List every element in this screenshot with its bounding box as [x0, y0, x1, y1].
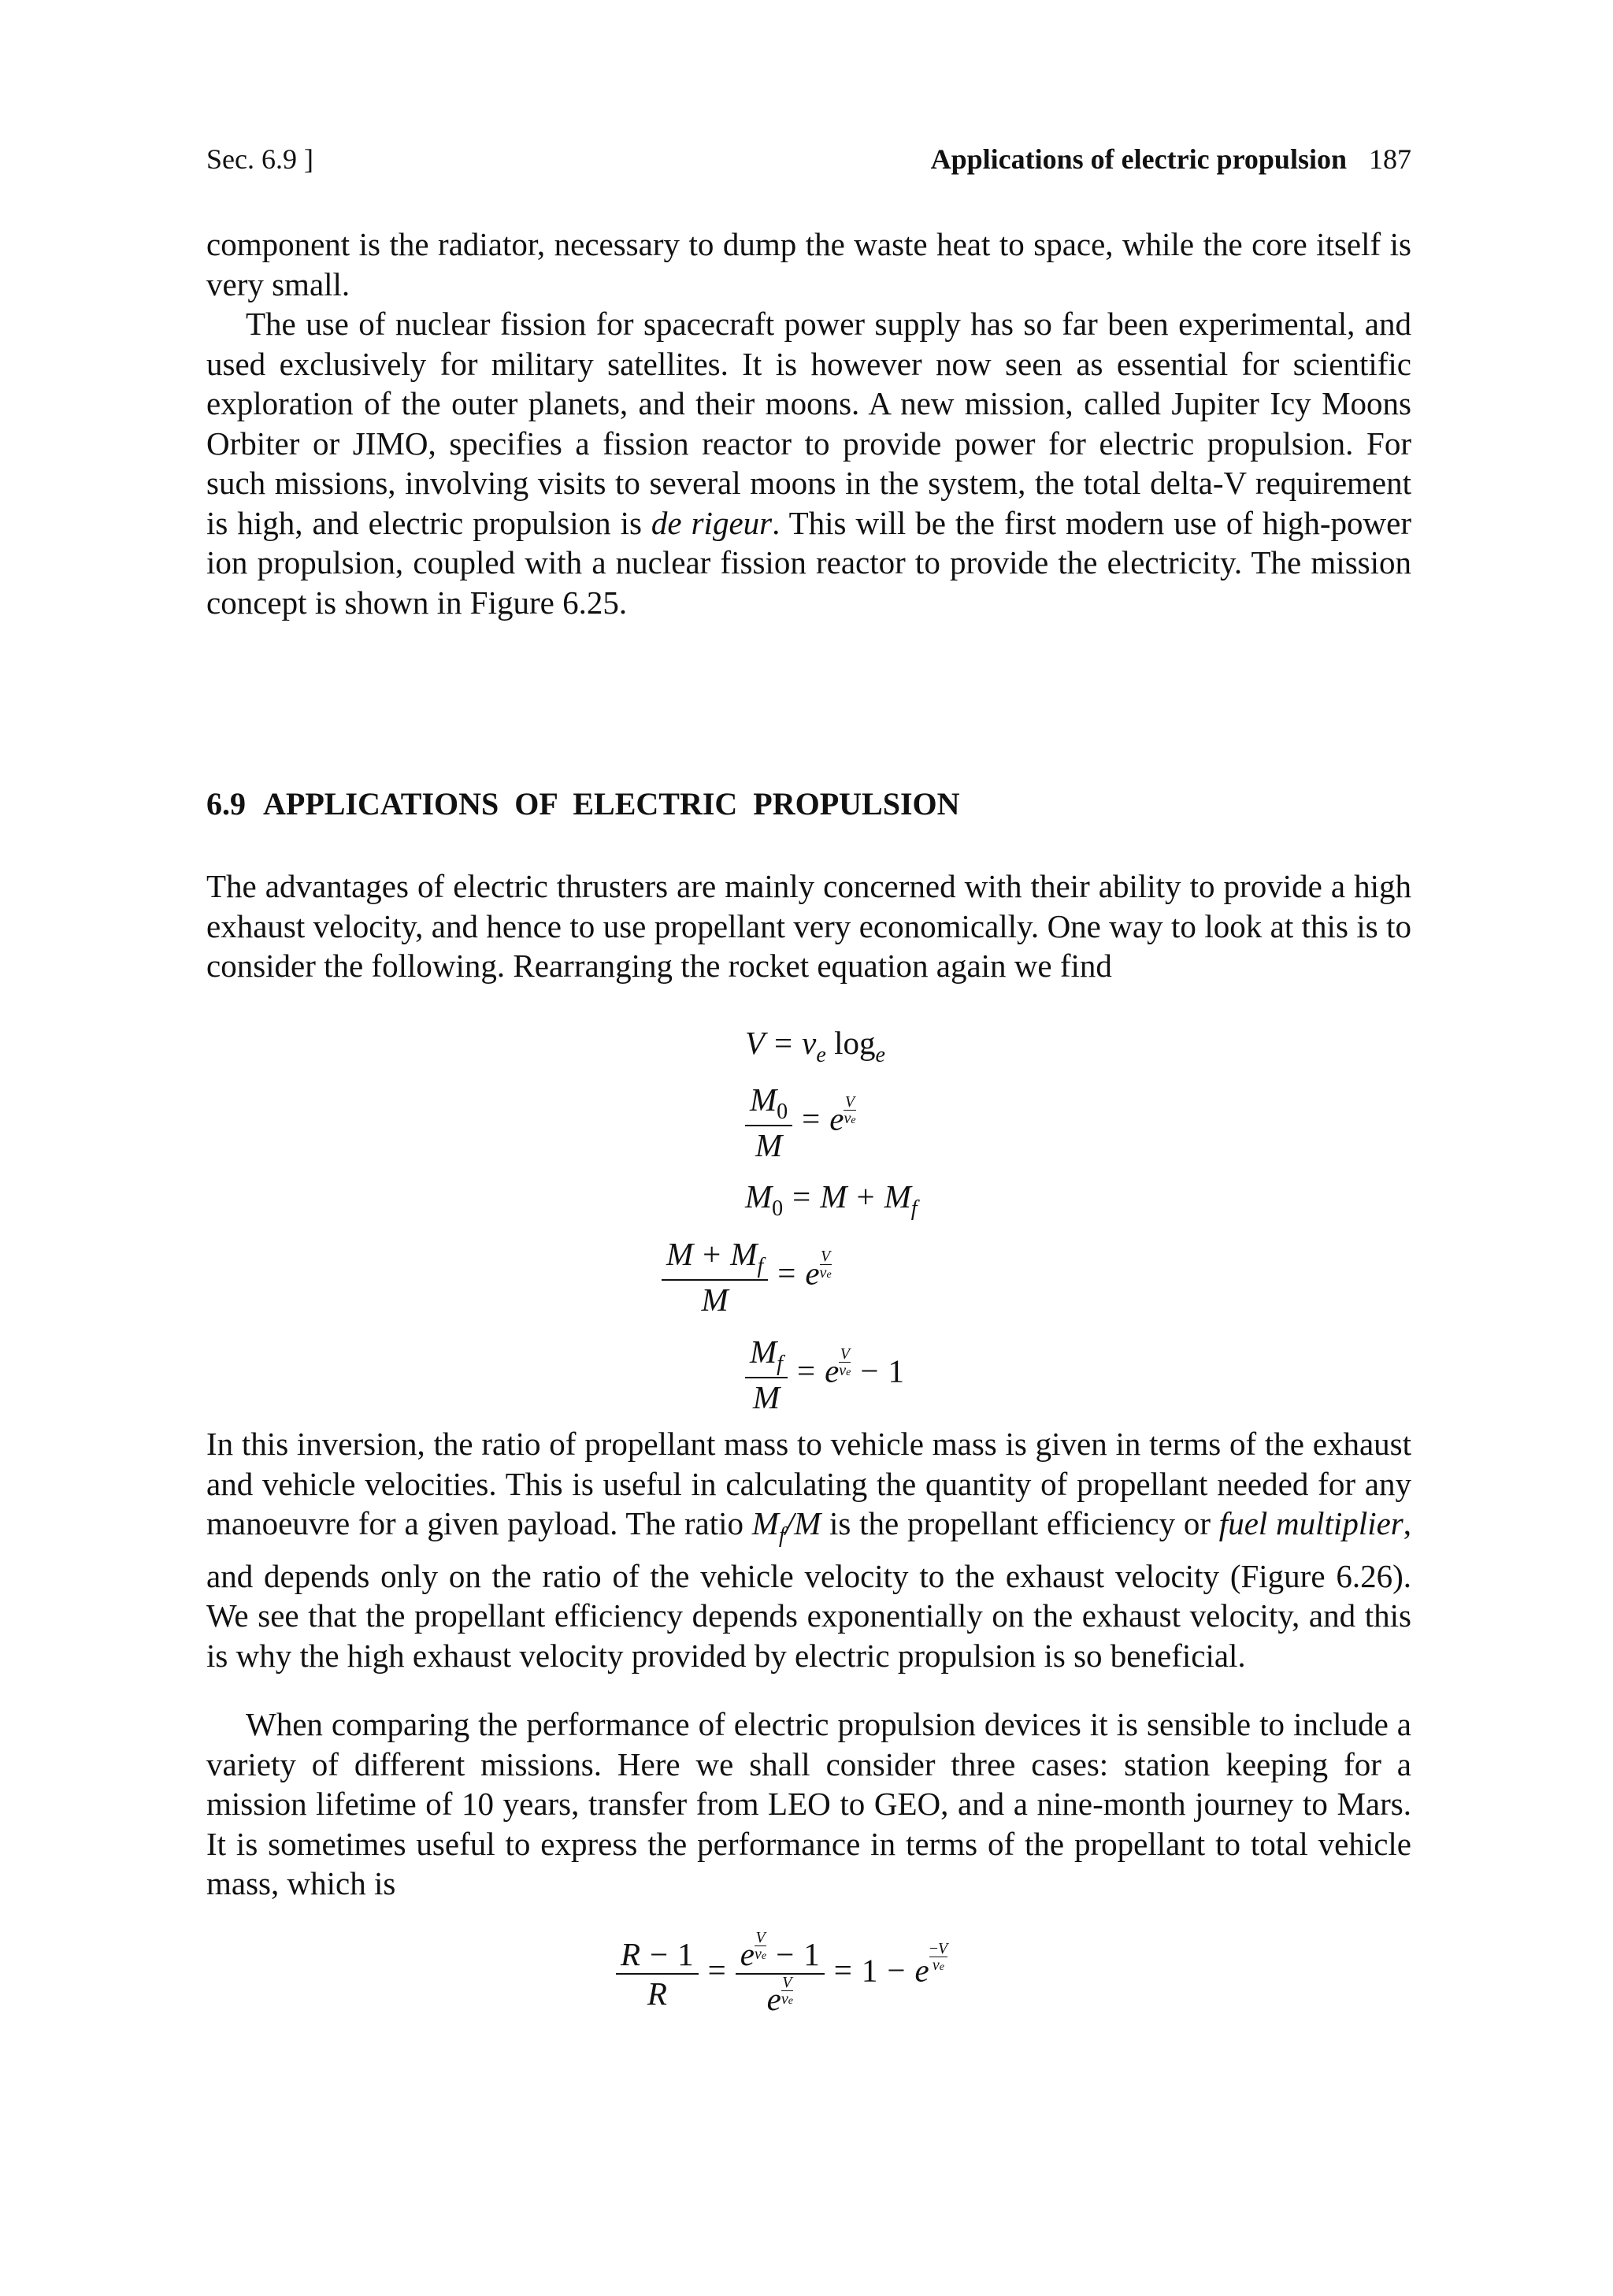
paragraph-2-italic: de rigeur	[651, 504, 773, 541]
ratio-M: M	[751, 1505, 779, 1541]
running-head-section: Sec. 6.9 ]	[206, 143, 313, 175]
paragraph-4	[206, 1424, 1411, 1675]
eq2-M0: M	[750, 1081, 777, 1118]
paragraph-4-italic: fuel multiplier	[1218, 1505, 1403, 1541]
eq1-V: V	[745, 1025, 766, 1061]
eq1-v: v	[802, 1025, 817, 1061]
equation-6	[616, 1930, 947, 2018]
eq4-exponent: $\frac{V}{ve}$	[819, 1248, 832, 1282]
page-number: 187	[1369, 143, 1411, 175]
section-number: 6.9	[206, 786, 246, 822]
eq1-log-sub: e	[875, 1043, 885, 1067]
eq4-fraction: $\frac{M + M_f}{M}$	[662, 1235, 768, 1319]
eq3-equals: =	[792, 1178, 811, 1215]
eq2-exponent: $\frac{V}{ve}$	[844, 1093, 856, 1128]
paragraph-4-text-a: In this inversion, the ratio of propellant mass to vehicle mass is given in terms of the exhaust and vehicle velocities. This is useful in calculating the quantity of propellant needed for any manoeuvre for a given payload. The ratio	[206, 1426, 1411, 1541]
eq6-fraction-middle: e $\frac{V}{ve}$ − 1 e $\frac{V}{ve}$	[736, 1930, 825, 2018]
eq3-plus: +	[856, 1178, 875, 1215]
paragraph-1: component is the radiator, necessary to dump the waste heat to space, while the core itself is very small.	[206, 226, 1411, 302]
equation-3	[745, 1178, 918, 1222]
running-head-title: Applications of electric propulsion	[930, 143, 1347, 175]
paragraph-2	[206, 304, 1411, 622]
eq6-minus: −	[887, 1952, 906, 1989]
equation-2	[745, 1081, 856, 1164]
eq4-M: M	[662, 1279, 768, 1319]
eq5-e: e	[825, 1352, 840, 1389]
eq1-equals: =	[774, 1025, 793, 1061]
eq2-e: e	[829, 1100, 844, 1137]
eq3-M: M	[820, 1178, 847, 1215]
eq2-equals: =	[802, 1100, 821, 1137]
eq1-log: log	[834, 1025, 876, 1061]
eq6-equals-1: =	[707, 1952, 726, 1989]
equation-5	[745, 1333, 904, 1416]
paragraph-5: When comparing the performance of electric propulsion devices it is sensible to include a variety of different missions. Here we shall consider three cases: station keeping for a mission lifetime of 10 years, transfer from LEO to GEO, and a nine-month journey to Mars. It is sometimes useful to express the performance in terms of the propellant to total vehicle mass, which is	[206, 1706, 1411, 1901]
eq6-equals-2: =	[833, 1952, 852, 1989]
eq5-equals: =	[796, 1352, 816, 1389]
section-title: APPLICATIONS OF ELECTRIC PROPULSION	[263, 786, 960, 822]
paragraph-2-text-b: . This will be the first modern use of high-power ion propulsion, coupled with a nuclear fission reactor to provide the electricity. The mission concept is shown in Figure 6.25.	[206, 504, 1411, 621]
eq2-M0-sub: 0	[777, 1100, 788, 1124]
eq6-one: 1	[861, 1952, 878, 1989]
eq5-M: M	[745, 1377, 788, 1416]
ratio-sub-f: f	[778, 1523, 785, 1548]
eq5-one: 1	[888, 1352, 904, 1389]
eq3-M0: M	[745, 1178, 773, 1215]
paragraph-4-text-c: , and depends only on the ratio of the vehicle velocity to the exhaust velocity (Figure 6.26). We see that the propellant efficiency depends exponentially on the exhaust velocity, and this is why the high exhaust velocity provided by electric propulsion is so beneficial.	[206, 1505, 1412, 1674]
eq3-Mf-sub: f	[910, 1196, 918, 1221]
eq5-minus: −	[860, 1352, 879, 1389]
eq5-exponent: $\frac{V}{ve}$	[839, 1345, 851, 1380]
paragraph-4-text-b: is the propellant efficiency or	[821, 1505, 1219, 1541]
ratio-over-M: /M	[784, 1505, 821, 1541]
running-head-right	[931, 140, 1411, 178]
eq1-v-sub: e	[816, 1043, 826, 1067]
eq4-e: e	[805, 1255, 820, 1292]
eq3-M0-sub: 0	[772, 1196, 784, 1221]
paragraph-3: The advantages of electric thrusters are mainly concerned with their ability to provide a high exhaust velocity, and hence to use propellant very economically. One way to look at this is to consider the following. Rearranging the rocket equation again we find	[206, 868, 1411, 984]
eq6-exponent: $\frac{-V}{ve}$	[929, 1940, 948, 1975]
eq2-M: M	[745, 1125, 792, 1164]
paragraph-2-text-a: The use of nuclear fission for spacecraft power supply has so far been experimental, and used exclusively for military satellites. It is however now seen as essential for scientific exploration of the outer planets, and their moons. A new mission, called Jupiter Icy Moons Orbiter or JIMO, specifies a fission reactor to provide power for electric propulsion. For such missions, involving visits to several moons in the system, the total delta-V requirement is high, and electric propulsion is	[206, 306, 1411, 541]
equation-4	[662, 1235, 832, 1319]
eq3-Mf: M	[884, 1178, 911, 1215]
eq5-fraction: $\frac{M_f}{M}$	[745, 1333, 788, 1416]
eq2-fraction	[745, 1081, 792, 1164]
eq6-e: e	[914, 1952, 929, 1989]
eq4-equals: =	[777, 1255, 796, 1292]
eq6-fraction-left: $\frac{R - 1}{R}$	[616, 1935, 699, 2012]
section-heading	[206, 784, 960, 824]
equation-1	[745, 1024, 885, 1068]
